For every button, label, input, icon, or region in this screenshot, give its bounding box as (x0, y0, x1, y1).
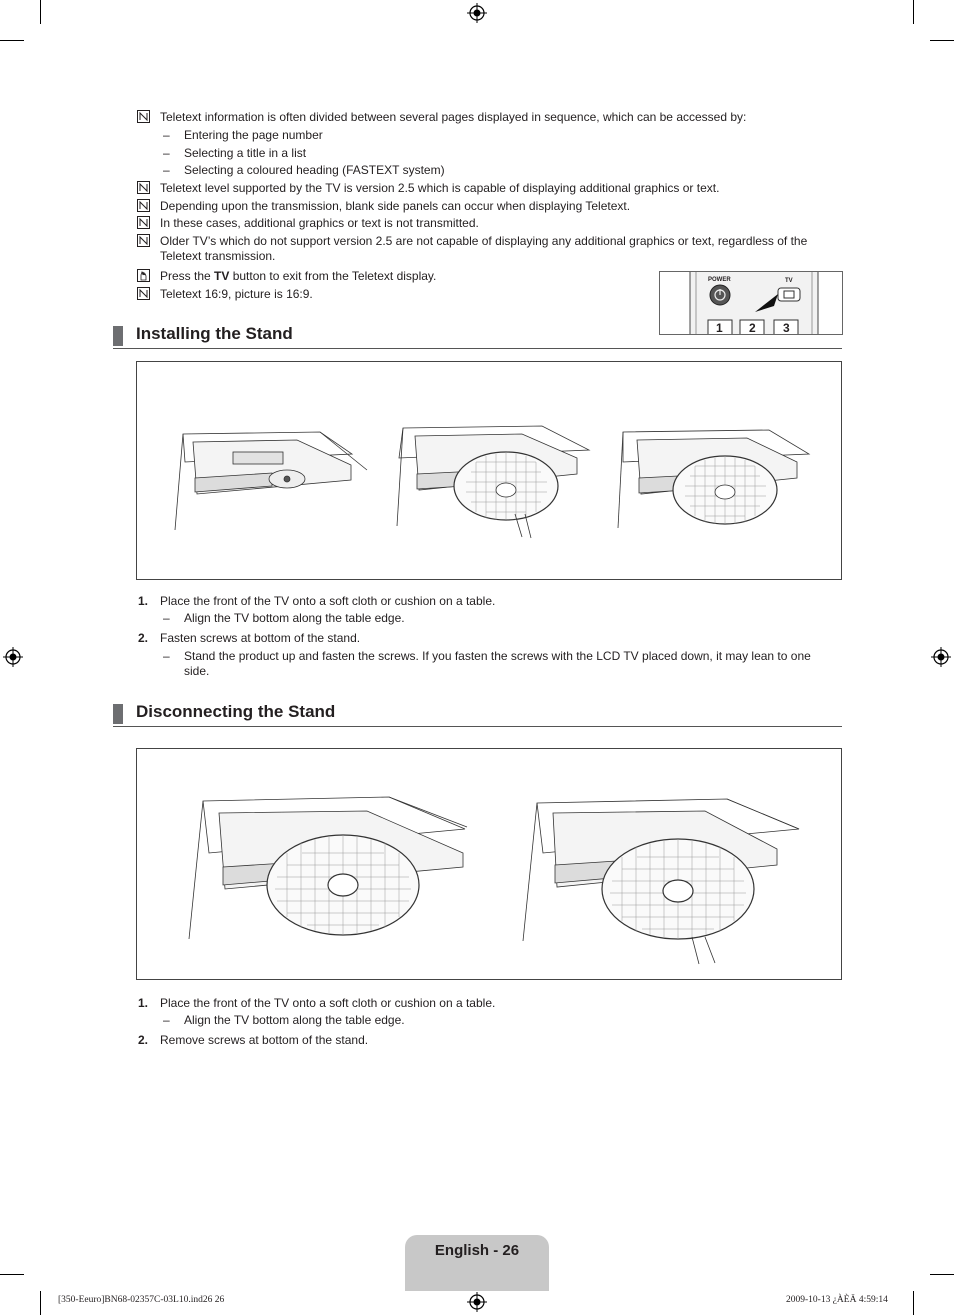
crop-mark (0, 40, 24, 41)
tv-label: TV (785, 278, 793, 284)
registration-mark-icon (467, 1292, 487, 1312)
section-bar (113, 326, 123, 346)
step-number: 1. (138, 594, 149, 608)
hand-note-icon (137, 269, 150, 282)
disconnecting-figure (136, 748, 842, 980)
note-icon (137, 181, 150, 194)
note-icon (137, 199, 150, 212)
remote-key-2: 2 (749, 321, 756, 335)
list-dash: – (163, 128, 170, 142)
note-text: Teletext 16:9, picture is 16:9. (160, 287, 313, 301)
list-item: Selecting a title in a list (184, 146, 307, 160)
note-text: In these cases, additional graphics or text is not transmitted. (160, 216, 479, 230)
list-dash: – (163, 1013, 170, 1027)
note-text: Teletext information is often divided between several pages displayed in sequence, which can be accessed by: (160, 110, 747, 124)
remote-key-3: 3 (783, 321, 790, 335)
note-text-continued: Teletext transmission. (160, 249, 276, 263)
note-text: Older TV’s which do not support version 2.5 are not capable of displaying any additional graphics or text, regardless of the (160, 234, 808, 248)
step-text: Fasten screws at bottom of the stand. (160, 631, 361, 645)
section-heading-disconnecting (113, 702, 842, 727)
page-number-tab (405, 1235, 549, 1291)
crop-mark (930, 1274, 954, 1275)
installing-figure (136, 361, 842, 580)
crop-mark (0, 1274, 24, 1275)
registration-mark-icon (467, 3, 487, 23)
step-subtext: Align the TV bottom along the table edge. (184, 1013, 405, 1027)
note-icon (137, 287, 150, 300)
press-tv-text: Press the TV button to exit from the Teletext display. (160, 269, 437, 283)
list-item: Entering the page number (184, 128, 323, 142)
note-icon (137, 110, 150, 123)
crop-mark (930, 40, 954, 41)
step-text: Remove screws at bottom of the stand. (160, 1033, 369, 1047)
section-title: Disconnecting the Stand (136, 702, 336, 721)
note-icon (137, 234, 150, 247)
note-text: Teletext level supported by the TV is version 2.5 which is capable of displaying additional graphics or text. (160, 181, 720, 195)
step-number: 1. (138, 996, 149, 1010)
step-number: 2. (138, 1033, 149, 1047)
step-subtext: Align the TV bottom along the table edge. (184, 611, 405, 625)
crop-mark (40, 1291, 41, 1315)
crop-mark (913, 1291, 914, 1315)
list-dash: – (163, 146, 170, 160)
crop-mark (40, 0, 41, 24)
step-subtext-continued: side. (184, 664, 210, 678)
section-title: Installing the Stand (136, 324, 293, 343)
list-dash: – (163, 649, 170, 663)
crop-mark (913, 0, 914, 24)
registration-mark-icon (3, 647, 23, 667)
disconnect-illustration (137, 749, 841, 979)
list-dash: – (163, 611, 170, 625)
page-number-label: English - 26 (434, 1242, 520, 1259)
list-item: Selecting a coloured heading (FASTEXT system) (184, 163, 445, 177)
step-text: Place the front of the TV onto a soft cloth or cushion on a table. (160, 996, 496, 1010)
install-illustration (137, 362, 841, 579)
print-slug-left: [350-Eeuro]BN68-02357C-03L10.ind26 26 (58, 1295, 225, 1305)
step-number: 2. (138, 631, 149, 645)
note-icon (137, 216, 150, 229)
step-text: Place the front of the TV onto a soft cloth or cushion on a table. (160, 594, 496, 608)
registration-mark-icon (931, 647, 951, 667)
step-subtext: Stand the product up and fasten the screws. If you fasten the screws with the LCD TV placed down, it may lean to one (184, 649, 811, 663)
note-text: Depending upon the transmission, blank side panels can occur when displaying Teletext. (160, 199, 631, 213)
print-slug-right: 2009-10-13 ¿ÀÈÄ 4:59:14 (786, 1295, 888, 1305)
section-heading-installing (113, 324, 842, 349)
power-label: POWER (708, 277, 731, 283)
remote-key-1: 1 (716, 321, 723, 335)
list-dash: – (163, 163, 170, 177)
section-bar (113, 704, 123, 724)
